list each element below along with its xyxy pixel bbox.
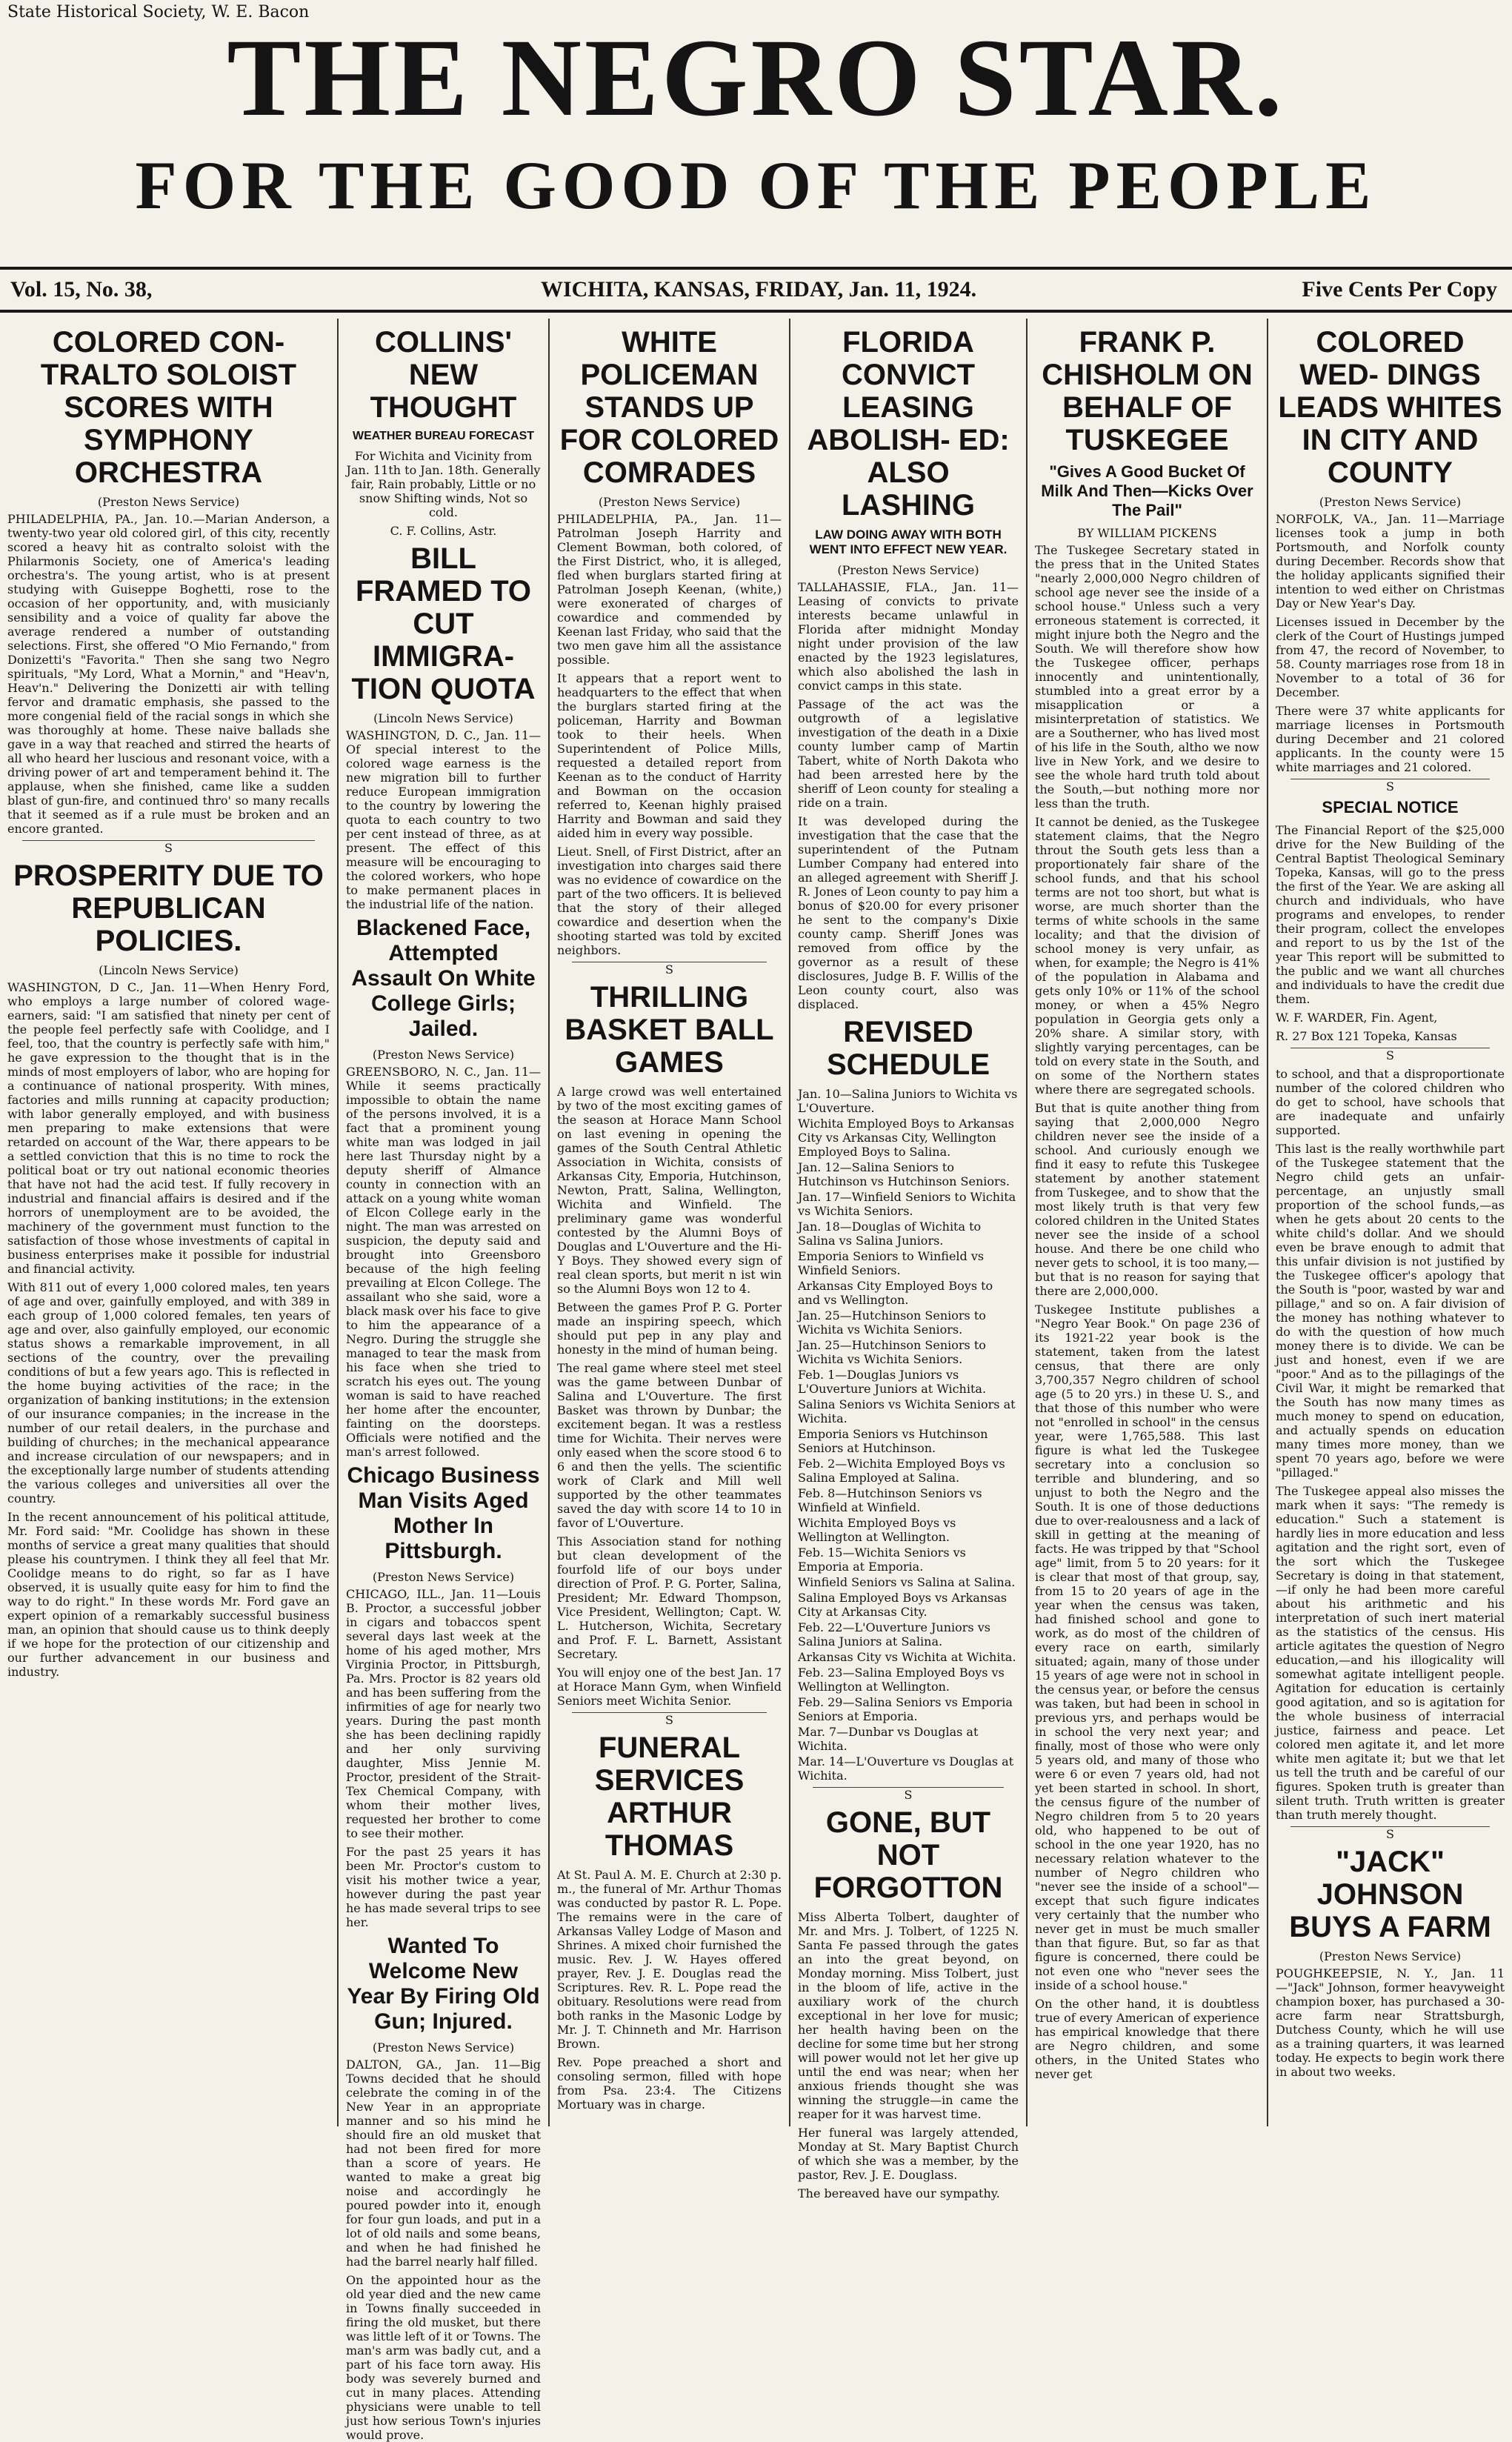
headline-schedule: REVISED SCHEDULE xyxy=(826,1016,990,1081)
article-body: Between the games Prof P. G. Porter made an inspiring speech, which should put pep in any play and honesty in the mind of human being. xyxy=(557,1300,782,1357)
schedule-item: Arkansas City vs Wichita at Wichita. xyxy=(798,1650,1016,1664)
article-body: It was developed during the investigation that the case that the superintendent of the Putnam Lumber Company had entered into an alleged agreement with Sheriff J. R. Jones of Leon county to pay him a bonus of $20.00 for every prisoner he sent to the company's Dixie county camp. Sheriff Jones was removed from office by the governor as a result of these disclosures, Judge B. F. Willis of the Leon county court, also was displaced. xyxy=(798,814,1019,1011)
headline-chicago: Chicago Business Man Visits Aged Mother In Pittsburgh. xyxy=(347,1463,540,1563)
schedule-item: Emporia Seniors to Winfield vs Winfield Seniors. xyxy=(798,1249,985,1277)
forecast-signature: C. F. Collins, Astr. xyxy=(390,524,497,538)
library-stamp: State Historical Society, W. E. Bacon xyxy=(7,3,310,21)
article-body: The Tuskegee Secretary stated in the press that in the United States "nearly 2,000,000 Negro children of school age never see the inside of a school house." Unless such a very erroneous statement is corrected, it might injure both the Negro and the South. We will therefore show how the Tuskegee officer, perhaps innocently and unintentionally, stumbled into a great error by a misapplication or a misinterpretation of statistics. We are a Southerner, who has lived most of his life in the South, altho we now live in New York, and we desire to see the whole hard truth told about the South,—but nothing more nor less than the truth. xyxy=(1035,543,1259,811)
schedule-item: Wichita Employed Boys to Arkansas City vs Arkansas City, Wellington Employed Boys to Salina. xyxy=(798,1117,1014,1159)
place-date: WICHITA, KANSAS, FRIDAY, Jan. 11, 1924. xyxy=(541,277,977,302)
news-service: (Preston News Service) xyxy=(1319,1949,1462,1963)
article-body: Lieut. Snell, of First District, after an investigation into charges said there was no evidence of cowardice on the part of the two officers. It is believed that the story of their alleged cowardice and desertion when the shooting started was told by excited neighbors. xyxy=(557,845,782,957)
article-body: Licenses issued in December by the clerk of the Court of Hustings jumped from 47, the record of November, to 58. County marriages rose from 18 in November to a total of 36 for December. xyxy=(1276,615,1505,699)
schedule-item: Winfield Seniors vs Salina at Salina. xyxy=(798,1575,1016,1589)
forecast-heading: WEATHER BUREAU FORECAST xyxy=(352,430,535,442)
schedule-item: Jan. 17—Winfield Seniors to Wichita vs Wichita Seniors. xyxy=(798,1190,1016,1218)
article-body: WASHINGTON, D C., Jan. 11—When Henry Ford, who employs a large number of colored wage-earners, said: "I am satisfied that ninety per cent of the people feel perfectly safe with Coolidge, and I feel, too, that the country is perfectly safe with him," he gave expression to the thought that is in the minds of most employers of labor, who are hoping for a continuance of national prosperity. With mines, factories and mills running at capacity production; with labor generally employed, and with business men preparing to make extensions that were retarded on account of the War, there appears to be a settled conviction that this is no time to rock the political boat or try out national economic theories that have not had the acid test. If fully recovery in industrial and financial affairs is desired and if the horrors of unemployment are to be avoided, the machinery of the government must function to the satisfaction of those whose investments of capital in business enterprises make it possible for industrial and financial activity. xyxy=(7,980,330,1276)
masthead-motto: FOR THE GOOD OF THE PEOPLE xyxy=(135,147,1377,223)
article-body: At St. Paul A. M. E. Church at 2:30 p. m., the funeral of Mr. Arthur Thomas was conducted by pastor R. L. Pope. The remains were in the care of Arkansas Valley Lodge of Mason and Shrines. A mixed choir furnished the music. Rev. J. W. Hayes offered prayer, Rev. J. E. Douglas read the Scriptures. Rev. R. L. Pope read the obituary. Resolutions were read from both ranks in the Masonic Lodge by Mr. J. T. Chinneth and Mr. Harrison Brown. xyxy=(557,1868,782,2051)
notice-signature: W. F. WARDER, Fin. Agent, xyxy=(1276,1011,1438,1025)
separator: S xyxy=(572,1712,767,1727)
headline-immigration: BILL FRAMED TO CUT IMMIGRA- TION QUOTA xyxy=(351,542,536,705)
headline-jack-johnson: "JACK" JOHNSON BUYS A FARM xyxy=(1289,1846,1491,1943)
schedule-item: Wichita Employed Boys vs Wellington at Wellington. xyxy=(798,1516,956,1544)
article-body: Rev. Pope preached a short and consoling sermon, filled with hope from Psa. 23:4. The Citizens Mortuary was in charge. xyxy=(557,2055,782,2112)
headline-contralto: COLORED CON- TRALTO SOLOIST SCORES WITH SYMPHONY ORCHESTRA xyxy=(40,326,297,489)
article-body: This Association stand for nothing but clean development of the fourfold life of our boys under direction of Prof. P. G. Porter, Salina, President; Mr. Edward Thompson, Vice President, Wellington; Capt. W. L. Hutcherson, Wichita, Secretary and Prof. F. L. Barnett, Assistant Secretary. xyxy=(557,1534,782,1661)
article-body: The Tuskegee appeal also misses the mark when it says: "The remedy is education." Such a statement is hardly lies in more education and less agitation and the right sort, even of the sort which the Tuskegee Secretary is doing in that statement,—if only he had been more careful about his arithmetic and his interpretation of such inert material as the statistics of the census. His article agitates the question of Negro education,—and his illogicality will somewhat agitate intelligent people. Agitation for education is certainly good agitation, and so is agitation for the whole business of interracial justice, fairness and peace. Let colored men agitate it, and let more white men agitate it; but we that let us tell the truth and be careful of our figures. Spoken truth is greater than silent truth. Truth written is greater than truth merely thought. xyxy=(1276,1484,1505,1822)
headline-weddings: COLORED WED- DINGS LEADS WHITES IN CITY AND COUNTY xyxy=(1278,326,1502,489)
article-body: PHILADELPHIA, PA., Jan. 11—Patrolman Joseph Harrity and Clement Bowman, both colored, of the First District, who, it is alleged, fled when burglars started firing at Patrolman Joseph Keenan, (white,) were exonerated of charges of cowardice and commended by Keenan last Friday, who said that the two men gave him all the assistance possible. xyxy=(557,512,782,667)
column-2 xyxy=(339,319,548,2442)
column-6 xyxy=(1268,319,1512,2126)
masthead-title: THE NEGRO STAR. xyxy=(227,16,1285,139)
headline-prosperity: PROSPERITY DUE TO REPUBLICAN POLICIES. xyxy=(13,859,324,957)
news-service: (Preston News Service) xyxy=(372,1570,515,1584)
headline-basketball: THRILLING BASKET BALL GAMES xyxy=(564,981,774,1079)
schedule-item: Jan. 25—Hutchinson Seniors to Wichita vs Wichita Seniors. xyxy=(798,1308,986,1337)
top-rule xyxy=(0,267,1512,270)
headline-funeral: FUNERAL SERVICES ARTHUR THOMAS xyxy=(594,1731,745,1862)
headline-new-year-gun: Wanted To Welcome New Year By Firing Old Gun; Injured. xyxy=(347,1934,540,2034)
article-body: POUGHKEEPSIE, N. Y., Jan. 11—"Jack" Johnson, former heavyweight champion boxer, has purchased a 30-acre farm near Strattsburgh, Dutchess County, which he will use as a training quarters, it was learned today. He expects to begin work there in about two weeks. xyxy=(1276,1966,1505,2079)
article-body: The real game where steel met steel was the game between Dunbar of Salina and L'Ouverture. The first Basket was thrown by Dunbar; the excitement began. It was a restless time for Wichita. Their nerves were only eased when the score stood 6 to 6 and then the yells. The scientific work of Clark and Mill well supported by the other teammates saved the day with score 14 to 10 in favor of L'Ouverture. xyxy=(557,1361,782,1530)
article-body: It appears that a report went to headquarters to the effect that when the burglars started firing at the policeman, Harrity and Bowman took to their heels. When Superintendent of Police Mills, requested a detailed report from Keenan as to the conduct of Harrity and Bowman on the occasion referred to, Keenan highly praised Harrity and Bowman and said they aided him in every way possible. xyxy=(557,671,782,840)
schedule-item: Feb. 29—Salina Seniors vs Emporia Seniors at Emporia. xyxy=(798,1695,1013,1723)
schedule-item: Feb. 22—L'Ouverture Juniors vs Salina Juniors at Salina. xyxy=(798,1620,990,1648)
article-body: The Financial Report of the $25,000 drive for the New Building of the Central Baptist Theological Seminary Topeka, Kansas, will go to the press the first of the Year. We are asking all church and individuals, who have programs and envelopes, to render their program, collect the envelopes and report to us by the 1st of the year This report will be submitted to the public and we want all churches and individuals to have the credit due them. xyxy=(1276,823,1505,1006)
schedule-item: Mar. 14—L'Ouverture vs Douglas at Wichita. xyxy=(798,1754,1014,1783)
article-body: Passage of the act was the outgrowth of a legislative investigation of the death in a Dixie county lumber camp of Martin Tabert, white of North Dakota who had been arrested here by the sheriff of Leon county for stealing a ride on a train. xyxy=(798,697,1019,810)
schedule-item: Jan. 10—Salina Juniors to Wichita vs L'Ouverture. xyxy=(798,1087,1018,1115)
schedule-item: Feb. 23—Salina Employed Boys vs Wellington at Wellington. xyxy=(798,1666,1005,1694)
news-service: (Lincoln News Service) xyxy=(99,963,239,977)
schedule-item: Jan. 25—Hutchinson Seniors to Wichita vs Wichita Seniors. xyxy=(798,1338,986,1366)
article-body: Miss Alberta Tolbert, daughter of Mr. and Mrs. J. Tolbert, of 1225 N. Santa Fe passed through the gates an into the great beyond, on Monday morning. Miss Tolbert, just in the bloom of life, active in the auxiliary work of the church exceptional in her love for music; her health having been on the decline for some time but her strong will power would not let her give up until the end was near; when her anxious friends thought she was winning the struggle—in came the reaper for it was harvest time. xyxy=(798,1910,1019,2121)
article-body: Her funeral was largely attended, Monday at St. Mary Baptist Church of which she was a member, by the pastor, Rev. J. E. Douglass. xyxy=(798,2126,1019,2182)
dateline xyxy=(0,274,1512,304)
headline-florida: FLORIDA CONVICT LEASING ABOLISH- ED: ALSO LASHING xyxy=(807,326,1010,522)
forecast-text: For Wichita and Vicinity from Jan. 11th to Jan. 18th. Generally fair, Rain probably, Little or no snow Shifting winds, Not so cold. xyxy=(346,449,541,519)
volume-number: Vol. 15, No. 38, xyxy=(10,277,153,302)
news-service: (Preston News Service) xyxy=(372,2040,515,2055)
article-body: Tuskegee Institute publishes a "Negro Year Book." On page 236 of its 1921-22 year book is the statement, taken from the latest census, that there are only 3,700,357 Negro children of school age (5 to 20 yrs.) in these U. S., and that those of this number who were not "enrolled in school" in the census year, were 1,765,588. This last figure is what led the Tuskegee secretary into a conclusion so terrible and blundering, and so unjust to both the Negro and the South. It is one of those deductions due to over-realousness and a lack of skill in getting at the meaning of facts. He was tripped by that "School age" limit, from 5 to 20 years: for it is clear that most of that group, say, from 15 to 20 years of age in the year when the census was taken, had finished school and gone to work, as do most of the children of every race on earth, similarly situated; again, many of those under 15 years of age were not in school in the census year, or before the census was taken, but had been in school in previous yrs, and perhaps would be in school the very next year; and finally, most of those who were only 5 years old, and many of those who were 6 or even 7 years old, had not yet been started in school. In short, the census figure of the number of Negro children from 5 to 20 years old, who happened to be out of school in the one year 1920, has no necessary relation whatever to the number of Negro children who "never see the inside of a school"—except that such figure indicates very certainly that the number who never get in must be much smaller than that figure. But, so far as that figure is concerned, there could be not even one who "never sees the inside of a school house." xyxy=(1035,1302,1259,1992)
article-body: NORFOLK, VA., Jan. 11—Marriage licenses took a jump in both Portsmouth, and Norfolk county during December. Records show that the holiday applicants signified their intention to wed either on Christmas Day or New Year's Day. xyxy=(1276,512,1505,610)
deck-chisholm: "Gives A Good Bucket Of Milk And Then—Kicks Over The Pail" xyxy=(1041,462,1253,519)
article-body: In the recent announcement of his political attitude, Mr. Ford said: "Mr. Coolidge has shown in these months of service a great many qualities that should please his countrymen. I think they all feel that Mr. Coolidge means to do right, so far as I have observed, it is usually quite easy for him to find the way to do right." In these words Mr. Ford gave an expert opinion of a remarkably successful business man, an opinion that should cause us to think deeply if we hope for the protection of our citizenship and our further advancement in our business and industry. xyxy=(7,1510,330,1679)
article-body: A large crowd was well entertained by two of the most exciting games of the season at Horace Mann School on last evening in opening the games of the South Central Athletic Association in Wichita, consists of Arkansas City, Emporia, Hutchinson, Newton, Pratt, Salina, Wellington, Wichita and Winfield. The preliminary game was wonderful contested by the Alumni Boys of Douglas and L'Ouverture and the Hi-Y Boys. They showed every sign of real clean sports, but merit n ist win so the Alumni Boys won 12 to 4. xyxy=(557,1085,782,1296)
news-service: (Lincoln News Service) xyxy=(373,711,513,725)
article-body: For the past 25 years it has been Mr. Proctor's custom to visit his mother twice a year, however during the past year he has made several trips to see her. xyxy=(346,1845,541,1929)
headline-special-notice: SPECIAL NOTICE xyxy=(1322,798,1459,816)
news-service: (Preston News Service) xyxy=(837,563,979,577)
schedule-item: Jan. 12—Salina Seniors to Hutchinson vs Hutchinson Seniors. xyxy=(798,1160,1010,1188)
column-3 xyxy=(550,319,789,2126)
byline: BY WILLIAM PICKENS xyxy=(1077,526,1217,540)
deck-florida: LAW DOING AWAY WITH BOTH WENT INTO EFFECT NEW YEAR. xyxy=(809,528,1008,556)
article-body: This last is the really worthwhile part of the Tuskegee statement that the Negro child gets an unfair-percentage, an unjustly small proportion of the school funds,—as when he gets about 20 cents to the white child's dollar. And we should even be brave enough to admit that this unfair division is not justified by the Tuskegee officer's apology that the South is "poor, wasted by war and pillage," and so on. A fair division of the money has nothing whatever to do with the question of how much money there is to divide. We can be just and honest, even if we are "poor." And as to the pillagings of the Civil War, it might be remarked that the South has now many times as much money to spend on education, and actually spends on education many times more money, than we spent 70 years ago, before we were "pillaged." xyxy=(1276,1142,1505,1480)
article-body: But that is quite another thing from saying that 2,000,000 Negro children never see the inside of a school. And curiously enough we find it easy to refute this Tuskegee statement by another statement from Tuskegee, and to show that the most likely truth is that very few colored children in the United States never see the inside of a school house. And there be one child who never gets to school, it is too many,—but that is no reason for saying that there are 2,000,000. xyxy=(1035,1101,1259,1298)
article-body: TALLAHASSIE, FLA., Jan. 11—Leasing of convicts to private interests became unlawful in Florida after midnight Monday night under provision of the law enacted by the 1923 legislatures, which also abolished the lash in convict camps in this state. xyxy=(798,580,1019,693)
schedule-list xyxy=(798,1087,1019,1783)
schedule-item: Feb. 2—Wichita Employed Boys vs Salina Employed at Salina. xyxy=(798,1457,1005,1485)
separator: S xyxy=(813,1787,1004,1802)
headline-chisholm: FRANK P. CHISHOLM ON BEHALF OF TUSKEGEE xyxy=(1042,326,1253,456)
article-body: With 811 out of every 1,000 colored males, ten years of age and over, gainfully employed, and with 389 in each group of 1,000 colored females, ten years of age and over, also gainfully employed, our economic status shows a remarkable improvement, in all sections of the country, over the prevailing conditions of but a few years ago. This is reflected in the home buying activities of the race; in the organization of banking institutions; in the extension of our insurance companies; in the increase in the number of our retail dealers, in the purchase and building of churches; in the mechanical appearance and increase circulation of our newspapers; and in the exceptionally large number of students attending the various colleges and universities all over the country. xyxy=(7,1280,330,1506)
article-body: It cannot be denied, as the Tuskegee statement claims, that the Negro throut the South gets less than a proportionately fair share of the school funds, and that his school terms are not too short, but what is worse, are much shorter than the terms of white schools in the same locality; and that the division of school money is very unfair, as when, for example; the Negro is 41% of the population in Alabama and gets only 10% or 11% of the school money, or when a 45% Negro population in Georgia gets only a 20% share. A similar story, with slightly varying percentages, can be told on every state in the South, and on some of the Northern states where there are segregated schools. xyxy=(1035,815,1259,1097)
schedule-item: Jan. 18—Douglas of Wichita to Salina vs Salina Juniors. xyxy=(798,1220,982,1248)
schedule-item: Salina Employed Boys vs Arkansas City at Arkansas City. xyxy=(798,1591,1008,1619)
separator: S xyxy=(1290,1048,1490,1062)
article-body: DALTON, GA., Jan. 11—Big Towns decided that he should celebrate the coming in of the New Year in an appropriate manner and so his mind he should fire an old musket that had not been fired for more than a score of years. He wanted to make a great big noise and accordingly he poured powder into it, enough for four gun loads, and put in a lot of old nails and some beans, and when he had finished he had the barrel nearly half filled. xyxy=(346,2057,541,2269)
news-service: (Preston News Service) xyxy=(1319,495,1462,509)
separator: S xyxy=(1290,1826,1490,1841)
article-body: to school, and that a disproportionate number of the colored children who do get to school, have schools that are inadequate and unfairly supported. xyxy=(1276,1067,1505,1137)
article-body: On the other hand, it is doubtless true of every American of experience has empirical knowledge that there are Negro children, and some others, in the United States who never get xyxy=(1035,1997,1259,2081)
news-service: (Preston News Service) xyxy=(598,495,741,509)
news-service: (Preston News Service) xyxy=(372,1048,515,1062)
article-body: You will enjoy one of the best Jan. 17 at Horace Mann Gym, when Winfield Seniors meet Wichita Senior. xyxy=(557,1666,782,1708)
article-body: The bereaved have our sympathy. xyxy=(798,2186,1000,2200)
article-body: On the appointed hour as the old year died and the new came in Towns finally succeeded in firing the old musket, but there was little left of it or Towns. The man's arm was badly cut, and a part of his face torn away. His body was severely burned and cut in many places. Attending physicians were unable to tell just how serious Town's injuries would prove. xyxy=(346,2273,541,2442)
headline-collins: COLLINS' NEW THOUGHT xyxy=(370,326,517,424)
news-service: (Preston News Service) xyxy=(97,495,240,509)
notice-address: R. 27 Box 121 Topeka, Kansas xyxy=(1276,1029,1457,1043)
headline-policeman: WHITE POLICEMAN STANDS UP FOR COLORED COMRADES xyxy=(559,326,779,489)
dateline-rule xyxy=(0,310,1512,313)
article-body: GREENSBORO, N. C., Jan. 11—While it seems practically impossible to obtain the name of the persons involved, it is a fact that a prominent young white man was lodged in jail here last Thursday night by a deputy sheriff of Almance county in connection with an attack on a young white woman of Elcon College early in the night. The man was arrested on suspicion, the deputy said and brought into Greensboro because of the high feeling prevailing at Elcon College. The assailant who she said, wore a black mask over his face to give to him the appearance of a Negro. During the struggle she managed to tear the mask from his face when she tried to scratch his eyes out. The young woman is said to have reached her home after the encounter, fainting on the doorsteps. Officials were notified and the man's arrest followed. xyxy=(346,1065,541,1459)
headline-blackened-face: Blackened Face, Attempted Assault On White College Girls; Jailed. xyxy=(351,916,536,1041)
schedule-item: Mar. 7—Dunbar vs Douglas at Wichita. xyxy=(798,1725,979,1753)
headline-gone: GONE, BUT NOT FORGOTTON xyxy=(813,1806,1003,1904)
article-body: PHILADELPHIA, PA., Jan. 10.—Marian Anderson, a twenty-two year old colored girl, of this city, recently scored a heavy hit as contralto soloist with the Philarmonis Society, one of America's leading orchestra's. The young artist, who is at present studying with Guiseppe Boghetti, rose to the occasion of her opportunity, and, with musicianly sensibility and a voice of quality far above the average rendered a number of outstanding selections. First, she offered "O Mio Fernando," from Donizetti's "Favorita." Then she sang two Negro spirituals, "My Lord, What a Mornin," and "Heav'n, Heav'n." Delivering the Donizetti air with telling fervor and dramatic emphasis, she passed to the more congenial field of the racial songs in which she was thoroughly at home. These naive ballads she gave in a way that reached and stirred the hearts of all who heard her luscious and resonant voice, with a driving power of art and temperament behind it. The applause, when she finished, came like a sudden blast of gun-fire, and continued thro' so many recalls that it seemed as if a rule must be broken and an encore granted. xyxy=(7,512,330,836)
article-body: There were 37 white applicants for marriage licenses in Portsmouth during December and 21 colored applicants. In the county were 15 white marriages and 21 colored. xyxy=(1276,704,1505,774)
article-body: CHICAGO, ILL., Jan. 11—Louis B. Proctor, a successful jobber in cigars and tobaccos spent several days last week at the home of his aged mother, Mrs Virginia Proctor, in Pittsburgh, Pa. Mrs. Proctor is 82 years old and has been suffering from the infirmities of age for nearly two years. During the past month she has been declining rapidly and her only surviving daughter, Miss Jennie M. Proctor, president of the Strait-Tex Chemical Company, with whom their mother lives, requested her brother to come to see their mother. xyxy=(346,1587,541,1840)
schedule-item: Feb. 8—Hutchinson Seniors vs Winfield at Winfield. xyxy=(798,1486,982,1514)
column-5 xyxy=(1028,319,1267,2126)
schedule-item: Arkansas City Employed Boys to and vs Wellington. xyxy=(798,1279,993,1307)
article-body: WASHINGTON, D. C., Jan. 11—Of special interest to the colored wage earness is the new migration bill to further reduce European immigration to the country by lowering the quota to each country to two per cent instead of three, as at present. The effect of this measure will be encouraging to the colored workers, who hope to make permanent places in the industrial life of the nation. xyxy=(346,728,541,911)
schedule-item: Feb. 1—Douglas Juniors vs L'Ouverture Juniors at Wichita. xyxy=(798,1368,987,1396)
schedule-item: Emporia Seniors vs Hutchinson Seniors at Hutchinson. xyxy=(798,1427,988,1455)
columns xyxy=(0,319,1512,2442)
column-1 xyxy=(0,319,337,2126)
column-4 xyxy=(790,319,1026,2200)
separator: S xyxy=(572,962,767,977)
separator: S xyxy=(1290,779,1490,794)
schedule-item: Feb. 15—Wichita Seniors vs Emporia at Emporia. xyxy=(798,1546,966,1574)
schedule-item: Salina Seniors vs Wichita Seniors at Wichita. xyxy=(798,1397,1016,1425)
separator: S xyxy=(22,840,315,855)
price: Five Cents Per Copy xyxy=(1302,277,1497,302)
